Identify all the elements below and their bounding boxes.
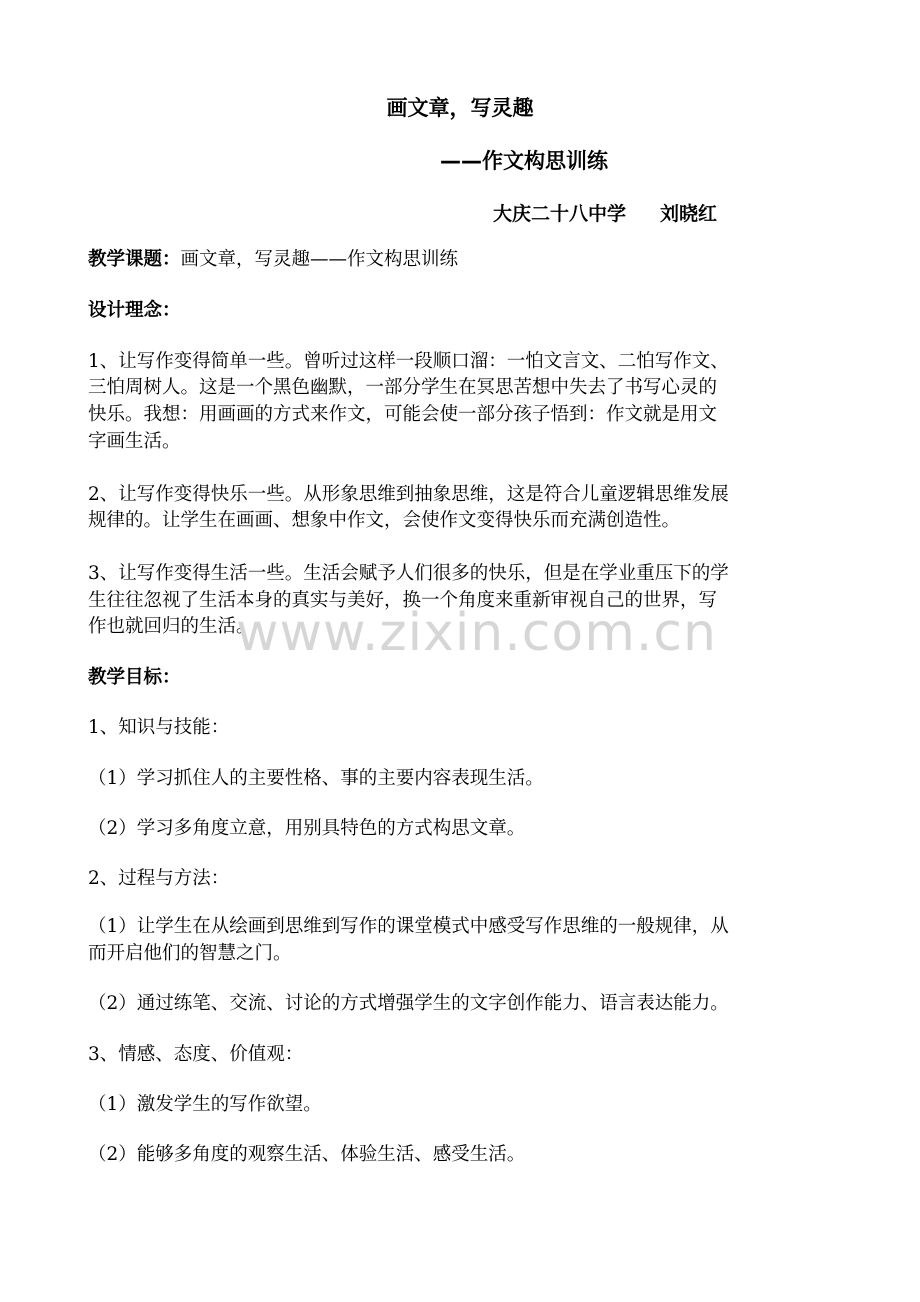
- goal-subitem: （1）激发学生的写作欲望。: [88, 1094, 322, 1115]
- watermark: www.zixin.com.cn: [236, 603, 717, 663]
- paragraph-line: 3、让写作变得生活一些。生活会赋予人们很多的快乐，但是在学业重压下的学: [88, 563, 729, 584]
- author-name: 刘晓红: [660, 203, 718, 225]
- document-title: 画文章，写灵趣: [386, 96, 534, 120]
- paragraph-line: 三怕周树人。这是一个黑色幽默，一部分学生在冥思苦想中失去了书写心灵的: [88, 377, 718, 398]
- author-school: 大庆二十八中学: [493, 203, 627, 225]
- goal-subitem: （1）让学生在从绘画到思维到写作的课堂模式中感受写作思维的一般规律，从: [88, 916, 729, 937]
- goals-heading: 教学目标：: [88, 667, 181, 688]
- paragraph-line: 作也就回归的生活。: [88, 616, 255, 637]
- goal-item: 1、知识与技能：: [88, 717, 230, 738]
- goal-subitem: （2）通过练笔、交流、讨论的方式增强学生的文字创作能力、语言表达能力。: [88, 993, 729, 1014]
- paragraph-line: 生往往忽视了生活本身的真实与美好，换一个角度来重新审视自己的世界，写: [88, 590, 718, 611]
- author-line: [493, 199, 717, 226]
- topic-label: 教学课题：: [88, 249, 181, 270]
- paragraph-line: 字画生活。: [88, 431, 181, 452]
- paragraph-line: 2、让写作变得快乐一些。从形象思维到抽象思维，这是符合儿童逻辑思维发展: [88, 484, 729, 505]
- goal-subitem: （1）学习抓住人的主要性格、事的主要内容表现生活。: [88, 768, 544, 789]
- document-subtitle: ——作文构思训练: [440, 149, 608, 173]
- paragraph-line: 1、让写作变得简单一些。曾听过这样一段顺口溜：一怕文言文、二怕写作文、: [88, 351, 729, 372]
- goal-subitem: （2）能够多角度的观察生活、体验生活、感受生活。: [88, 1144, 526, 1165]
- goal-item: 2、过程与方法：: [88, 868, 230, 889]
- goal-subitem: （2）学习多角度立意，用别具特色的方式构思文章。: [88, 818, 526, 839]
- topic-line: [88, 247, 458, 272]
- topic-value: 画文章，写灵趣——作文构思训练: [180, 249, 459, 270]
- paragraph-line: 快乐。我想：用画画的方式来作文，可能会使一部分孩子悟到：作文就是用文: [88, 404, 718, 425]
- goal-subitem: 而开启他们的智慧之门。: [88, 943, 292, 964]
- concept-heading: 设计理念：: [88, 300, 181, 321]
- goal-item: 3、情感、态度、价值观：: [88, 1044, 304, 1065]
- paragraph-line: 规律的。让学生在画画、想象中作文，会使作文变得快乐而充满创造性。: [88, 510, 681, 531]
